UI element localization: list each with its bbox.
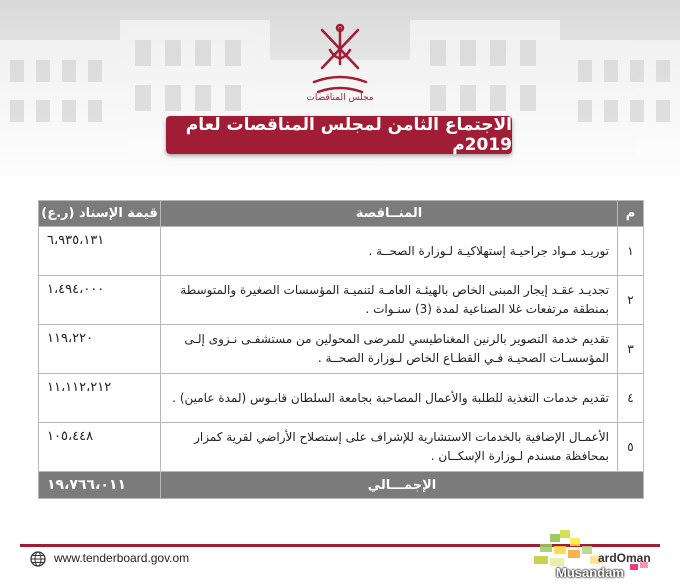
row-tender: تقديم خدمات التغذية للطلبة والأعمال المصاحبة بجامعة السلطان قابـوس (لمدة عامين) . [161,374,618,423]
row-tender: تقديم خدمة التصوير بالرنين المغناطيسي للمرضى المحولين من مستشفـى نـزوى إلـى المؤسسـات الصحيـة فـي القطـاع الخاص لـوزارة الصحــة . [161,325,618,374]
row-value: ١١٩،٢٢٠ [39,325,161,374]
globe-icon [30,551,46,567]
table-row [39,423,644,472]
total-value: ١٩،٧٦٦،٠١١ [39,472,161,499]
table-row [39,325,644,374]
header-tender: المنــاقصة [161,201,618,227]
row-num: ٣ [618,325,644,374]
watermark-brand: Musandam [556,565,624,580]
emblem-text: مجلس المناقصات [306,93,374,102]
row-num: ١ [618,227,644,276]
tender-board-emblem [300,20,380,102]
table-row [39,374,644,423]
row-value: ٦،٩٣٥،١٣١ [39,227,161,276]
table-total-row [39,472,644,499]
header-value: قيمة الإسناد (ر.ع) [39,201,161,227]
row-tender: توريـد مـواد جراحيـة إستهلاكيـة لـوزارة الصحــة . [161,227,618,276]
website-link[interactable]: www.tenderboard.gov.om [54,551,190,565]
total-label: الإجمـــالي [161,472,644,499]
page-title-text: الاجتماع الثامن لمجلس المناقصات لعام 2019م [185,115,512,155]
row-tender: تجديـد عقـد إيجار المبنى الخاص بالهيئـة العامـة لتنميـة المؤسسات الصغيرة والمتوسطة بمنطقة مرتفعات غلا الصناعية لمدة (3) سنـوات . [161,276,618,325]
row-num: ٥ [618,423,644,472]
row-value: ١،٤٩٤،٠٠٠ [39,276,161,325]
tenders-table [38,200,644,499]
table-row [39,276,644,325]
page-title [166,116,512,154]
table-header-row [39,201,644,227]
row-value: ١٠٥،٤٤٨ [39,423,161,472]
table-row [39,227,644,276]
watermark-text: ardOman [598,551,651,565]
row-value: ١١،١١٢،٢١٢ [39,374,161,423]
header-num: م [618,201,644,227]
row-tender: الأعمـال الإضافية بالخدمات الاستشارية للإشراف على إستصلاح الأراضي لقرية كمزار بمحافظة مسندم لـوزارة الإسكــان . [161,423,618,472]
row-num: ٢ [618,276,644,325]
row-num: ٤ [618,374,644,423]
